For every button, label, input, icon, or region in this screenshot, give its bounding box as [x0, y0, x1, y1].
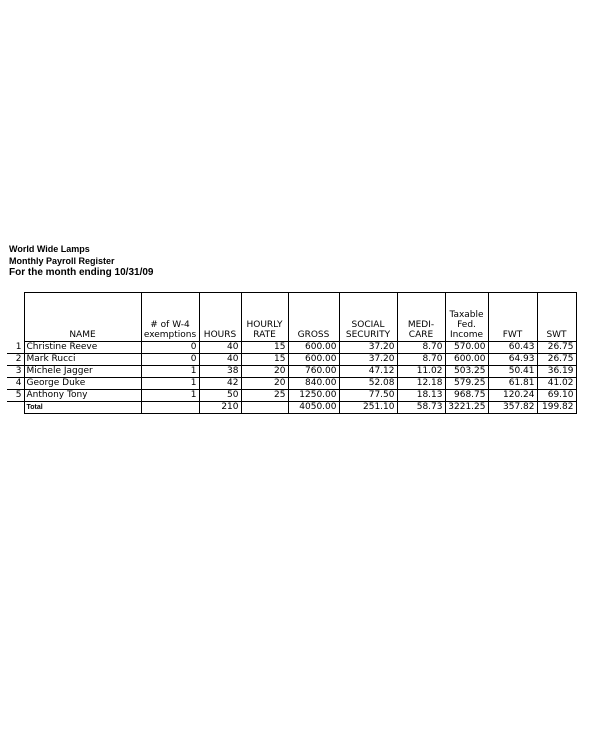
table-body [7, 342, 576, 414]
cell-rate: 15 [241, 354, 288, 366]
cell-taxable-fed-income: 600.00 [445, 354, 488, 366]
cell-name: Michele Jagger [24, 366, 141, 378]
cell-swt: 26.75 [537, 354, 576, 366]
cell-gross: 840.00 [288, 378, 339, 390]
report-title-block [9, 244, 153, 279]
cell-gross: 760.00 [288, 366, 339, 378]
cell-hours: 50 [199, 390, 241, 402]
cell-taxable-fed-income: 968.75 [445, 390, 488, 402]
company-name: World Wide Lamps [9, 244, 90, 254]
cell-exemptions: 1 [141, 390, 199, 402]
table-row [7, 366, 576, 378]
column-header-rate: HOURLY RATE [241, 293, 288, 342]
cell-swt: 41.02 [537, 378, 576, 390]
cell-rate: 25 [241, 390, 288, 402]
column-header-hours: HOURS [199, 293, 241, 342]
cell-medicare: 8.70 [397, 342, 445, 354]
column-header-taxable-fed-income: Taxable Fed. Income [445, 293, 488, 342]
cell-name: George Duke [24, 378, 141, 390]
header-row [7, 293, 576, 342]
total-rate [241, 402, 288, 414]
cell-social-security: 37.20 [339, 354, 397, 366]
cell-taxable-fed-income: 570.00 [445, 342, 488, 354]
row-number [7, 402, 24, 414]
cell-fwt: 60.43 [488, 342, 537, 354]
cell-social-security: 77.50 [339, 390, 397, 402]
cell-fwt: 64.93 [488, 354, 537, 366]
cell-name: Mark Rucci [24, 354, 141, 366]
cell-exemptions: 0 [141, 354, 199, 366]
cell-exemptions: 1 [141, 366, 199, 378]
column-header-swt: SWT [537, 293, 576, 342]
cell-hours: 40 [199, 354, 241, 366]
total-exemptions [141, 402, 199, 414]
total-gross: 4050.00 [288, 402, 339, 414]
table-row [7, 342, 576, 354]
column-header-fwt: FWT [488, 293, 537, 342]
total-medicare: 58.73 [397, 402, 445, 414]
cell-taxable-fed-income: 579.25 [445, 378, 488, 390]
table-row [7, 390, 576, 402]
cell-taxable-fed-income: 503.25 [445, 366, 488, 378]
column-header-social-security: SOCIAL SECURITY [339, 293, 397, 342]
cell-rate: 15 [241, 342, 288, 354]
cell-medicare: 11.02 [397, 366, 445, 378]
row-number: 2 [7, 354, 24, 366]
cell-hours: 40 [199, 342, 241, 354]
cell-rate: 20 [241, 378, 288, 390]
cell-rate: 20 [241, 366, 288, 378]
cell-fwt: 120.24 [488, 390, 537, 402]
row-number: 4 [7, 378, 24, 390]
cell-hours: 38 [199, 366, 241, 378]
cell-exemptions: 1 [141, 378, 199, 390]
cell-medicare: 12.18 [397, 378, 445, 390]
cell-medicare: 18.13 [397, 390, 445, 402]
row-number: 1 [7, 342, 24, 354]
cell-gross: 600.00 [288, 354, 339, 366]
cell-name: Anthony Tony [24, 390, 141, 402]
cell-swt: 69.10 [537, 390, 576, 402]
report-period: For the month ending 10/31/09 [9, 267, 154, 278]
cell-hours: 42 [199, 378, 241, 390]
total-row [7, 402, 576, 414]
total-swt: 199.82 [537, 402, 576, 414]
column-header-medicare: MEDI- CARE [397, 293, 445, 342]
total-fwt: 357.82 [488, 402, 537, 414]
cell-social-security: 37.20 [339, 342, 397, 354]
cell-fwt: 61.81 [488, 378, 537, 390]
payroll-register-table [7, 292, 577, 414]
cell-social-security: 47.12 [339, 366, 397, 378]
cell-exemptions: 0 [141, 342, 199, 354]
total-taxable-fed-income: 3221.25 [445, 402, 488, 414]
cell-swt: 36.19 [537, 366, 576, 378]
cell-gross: 600.00 [288, 342, 339, 354]
cell-medicare: 8.70 [397, 354, 445, 366]
table-row [7, 378, 576, 390]
cell-fwt: 50.41 [488, 366, 537, 378]
row-number: 5 [7, 390, 24, 402]
column-header-name: NAME [24, 293, 141, 342]
report-name: Monthly Payroll Register [9, 255, 115, 266]
cell-swt: 26.75 [537, 342, 576, 354]
row-number: 3 [7, 366, 24, 378]
total-hours: 210 [199, 402, 241, 414]
index-header [7, 293, 24, 342]
column-header-exemptions: # of W-4 exemptions [141, 293, 199, 342]
total-name: Total [24, 402, 141, 414]
cell-gross: 1250.00 [288, 390, 339, 402]
table-row [7, 354, 576, 366]
cell-social-security: 52.08 [339, 378, 397, 390]
total-social-security: 251.10 [339, 402, 397, 414]
cell-name: Christine Reeve [24, 342, 141, 354]
column-header-gross: GROSS [288, 293, 339, 342]
